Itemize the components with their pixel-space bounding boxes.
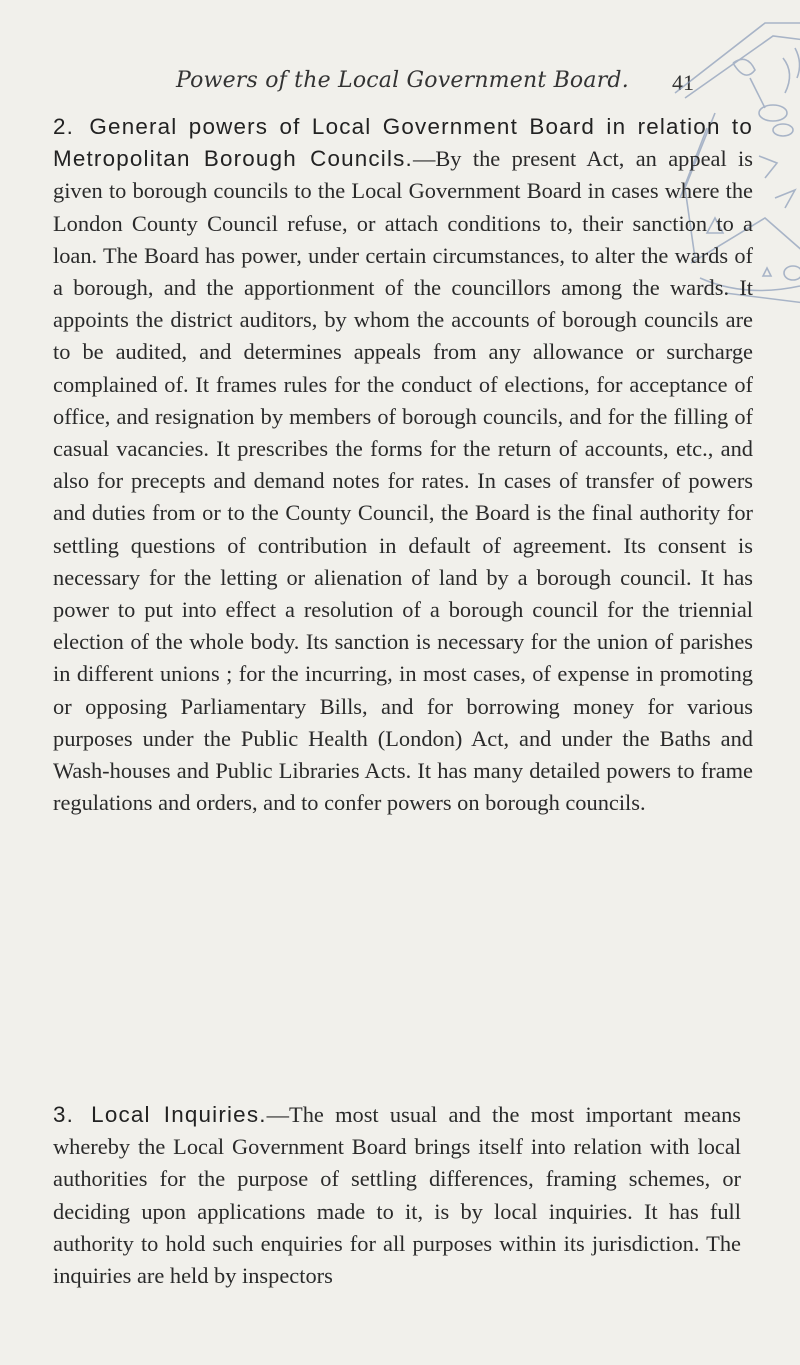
section-local-inquiries [53,1099,741,1292]
section-body: The most usual and the most important means whereby the Local Government Board brings itself into relation with local authorities for the purpose of settling differences, framing schemes, or deciding upon applications made to it, is by local inquiries. It has full authority to hold such enquiries for all purposes within its jurisdiction. The inquiries are held by inspectors [53,1102,741,1289]
section-separator: — [266,1102,290,1127]
section-number: 3. [53,1102,75,1127]
running-head: Powers of the Local Government Board. [176,68,629,93]
section-heading-text: General powers of Local Government Board in relation to Metropolitan Borough Councils. [53,114,754,172]
section-number: 2. [53,114,75,139]
section-body: By the present Act, an appeal is given to borough councils to the Local Government Board in cases where the London County Council refuse, or attach conditions to, their sanction to a loan. The Board has power, under certain circumstances, to alter the wards of a borough, and the apportionment of the councillors among the wards. It appoints the district auditors, by whom the accounts of borough councils are to be audited, and determines appeals from any allowance or surcharge complained of. It frames rules for the conduct of elections, for acceptance of office, and resignation by members of borough councils, and for the filling of casual vacancies. It prescribes the forms for the return of accounts, etc., and also for precepts and demand notes for rates. In cases of transfer of powers and duties from or to the County Council, the Board is the final authority for settling questions of contribution in default of agreement. Its consent is necessary for the letting or alienation of land by a borough council. It has power to put into effect a resolution of a borough council for the triennial election of the whole body. Its sanction is necessary for the union of parishes in different unions ; for the incurring, in most cases, of expense in promoting or opposing Parliamentary Bills, and for borrowing money for various purposes under the Public Health (London) Act, and under the Baths and Wash-houses and Public Libraries Acts. It has many detailed powers to frame regulations and orders, and to confer powers on borough councils. [53,146,753,816]
section-heading [53,1102,267,1127]
section-separator: — [412,146,436,172]
section-heading-text: Local Inquiries. [91,1102,267,1127]
page-number: 41 [672,70,694,95]
section-general-powers [53,111,753,819]
